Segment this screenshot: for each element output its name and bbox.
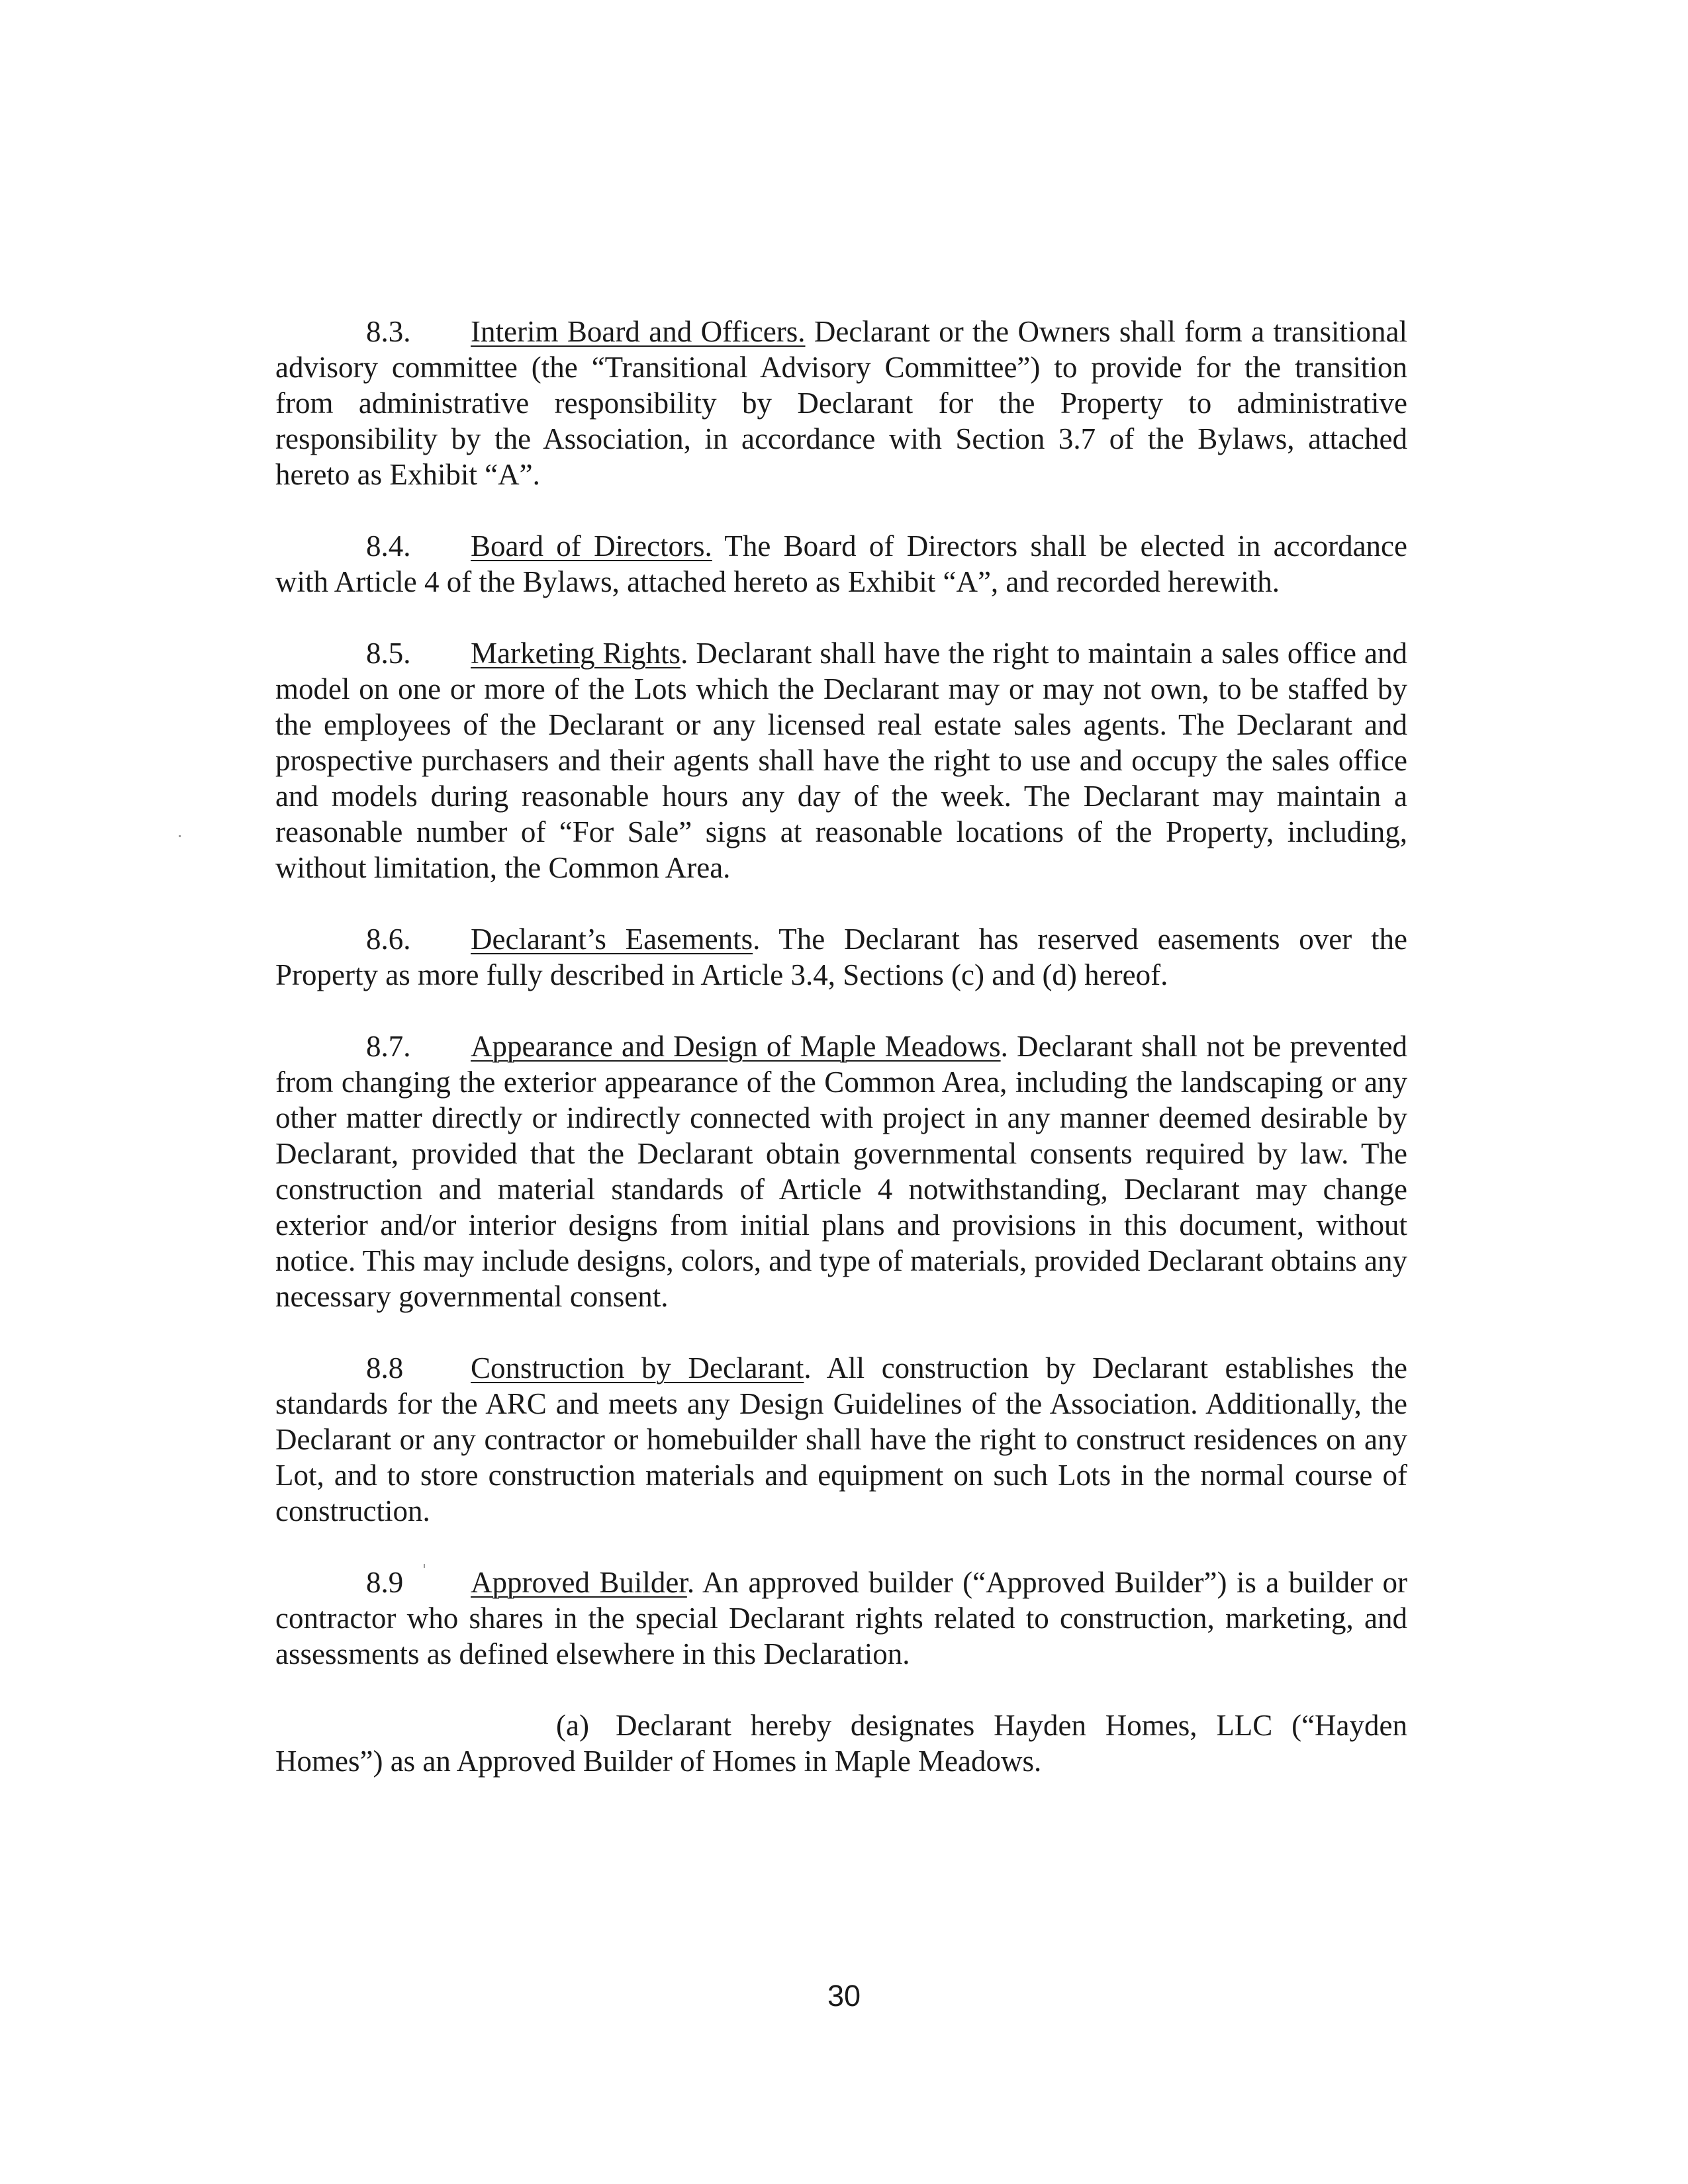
section-heading: Declarant’s Easements	[471, 923, 753, 956]
page-body	[275, 314, 1407, 1815]
section-8-4	[275, 528, 1407, 600]
section-heading: Construction by Declarant	[471, 1351, 804, 1385]
section-number: 8.4.	[366, 529, 411, 563]
subsection-label: (a)	[556, 1709, 589, 1742]
section-number: 8.8	[366, 1351, 404, 1385]
section-number: 8.7.	[366, 1030, 411, 1063]
section-heading: Board of Directors.	[471, 529, 712, 563]
section-heading: Appearance and Design of Maple Meadows	[471, 1030, 1001, 1063]
section-body: Declarant or the Owners shall form a transitional advisory committee (the “Transitional Advisory Committee”) to provide for the transition from administrative responsibility by Declarant for the Property to administrative responsibility by the Association, in accordance with Section 3.7 of the Bylaws, attached hereto as Exhibit “A”.	[275, 315, 1408, 491]
section-heading: Marketing Rights	[471, 637, 681, 670]
scan-speck	[179, 835, 181, 837]
section-number: 8.6.	[366, 923, 411, 956]
section-heading: Interim Board and Officers.	[471, 315, 806, 348]
section-number: 8.3.	[366, 315, 411, 348]
section-body: . An approved builder (“Approved Builder”) is a builder or contractor who shares in the special Declarant rights related to construction, marketing, and assessments as defined elsewhere in this Declaration.	[275, 1566, 1408, 1670]
page-number: 30	[827, 1979, 861, 2013]
section-8-9	[275, 1565, 1407, 1672]
section-8-8	[275, 1350, 1407, 1529]
section-body: The Board of Directors shall be elected in accordance with Article 4 of the Bylaws, attached hereto as Exhibit “A”, and recorded herewith.	[275, 529, 1408, 598]
scan-speck	[424, 1564, 425, 1568]
section-heading: Approved Builder	[471, 1566, 687, 1599]
section-8-7	[275, 1028, 1407, 1314]
section-8-6	[275, 921, 1407, 993]
section-body: . Declarant shall not be prevented from changing the exterior appearance of the Common Area, including the landscaping or any other matter directly or indirectly connected with project in any manner deemed desirable by Declarant, provided that the Declarant obtain governmental consents required by law. The construction and material standards of Article 4 notwithstanding, Declarant may change exterior and/or interior designs from initial plans and provisions in this document, without notice. This may include designs, colors, and type of materials, provided Declarant obtains any necessary governmental consent.	[275, 1030, 1407, 1313]
subsection-body: Declarant hereby designates Hayden Homes, LLC (“Hayden Homes”) as an Approved Builder of Homes in Maple Meadows.	[275, 1709, 1407, 1778]
subsection-a	[275, 1707, 1407, 1779]
section-body: . Declarant shall have the right to maintain a sales office and model on one or more of the Lots which the Declarant may or may not own, to be staffed by the employees of the Declarant or any licensed real estate sales agents. The Declarant and prospective purchasers and their agents shall have the right to use and occupy the sales office and models during reasonable hours any day of the week. The Declarant may maintain a reasonable number of “For Sale” signs at reasonable locations of the Property, including, without limitation, the Common Area.	[275, 637, 1407, 884]
section-number: 8.5.	[366, 637, 411, 670]
section-body: . The Declarant has reserved easements over the Property as more fully described in Article 3.4, Sections (c) and (d) hereof.	[275, 923, 1407, 991]
section-number: 8.9	[366, 1566, 404, 1599]
section-8-5	[275, 635, 1407, 886]
section-8-3	[275, 314, 1407, 492]
section-body: . All construction by Declarant establishes the standards for the ARC and meets any Design Guidelines of the Association. Additionally, the Declarant or any contractor or homebuilder shall have the right to construct residences on any Lot, and to store construction materials and equipment on such Lots in the normal course of construction.	[275, 1351, 1408, 1527]
